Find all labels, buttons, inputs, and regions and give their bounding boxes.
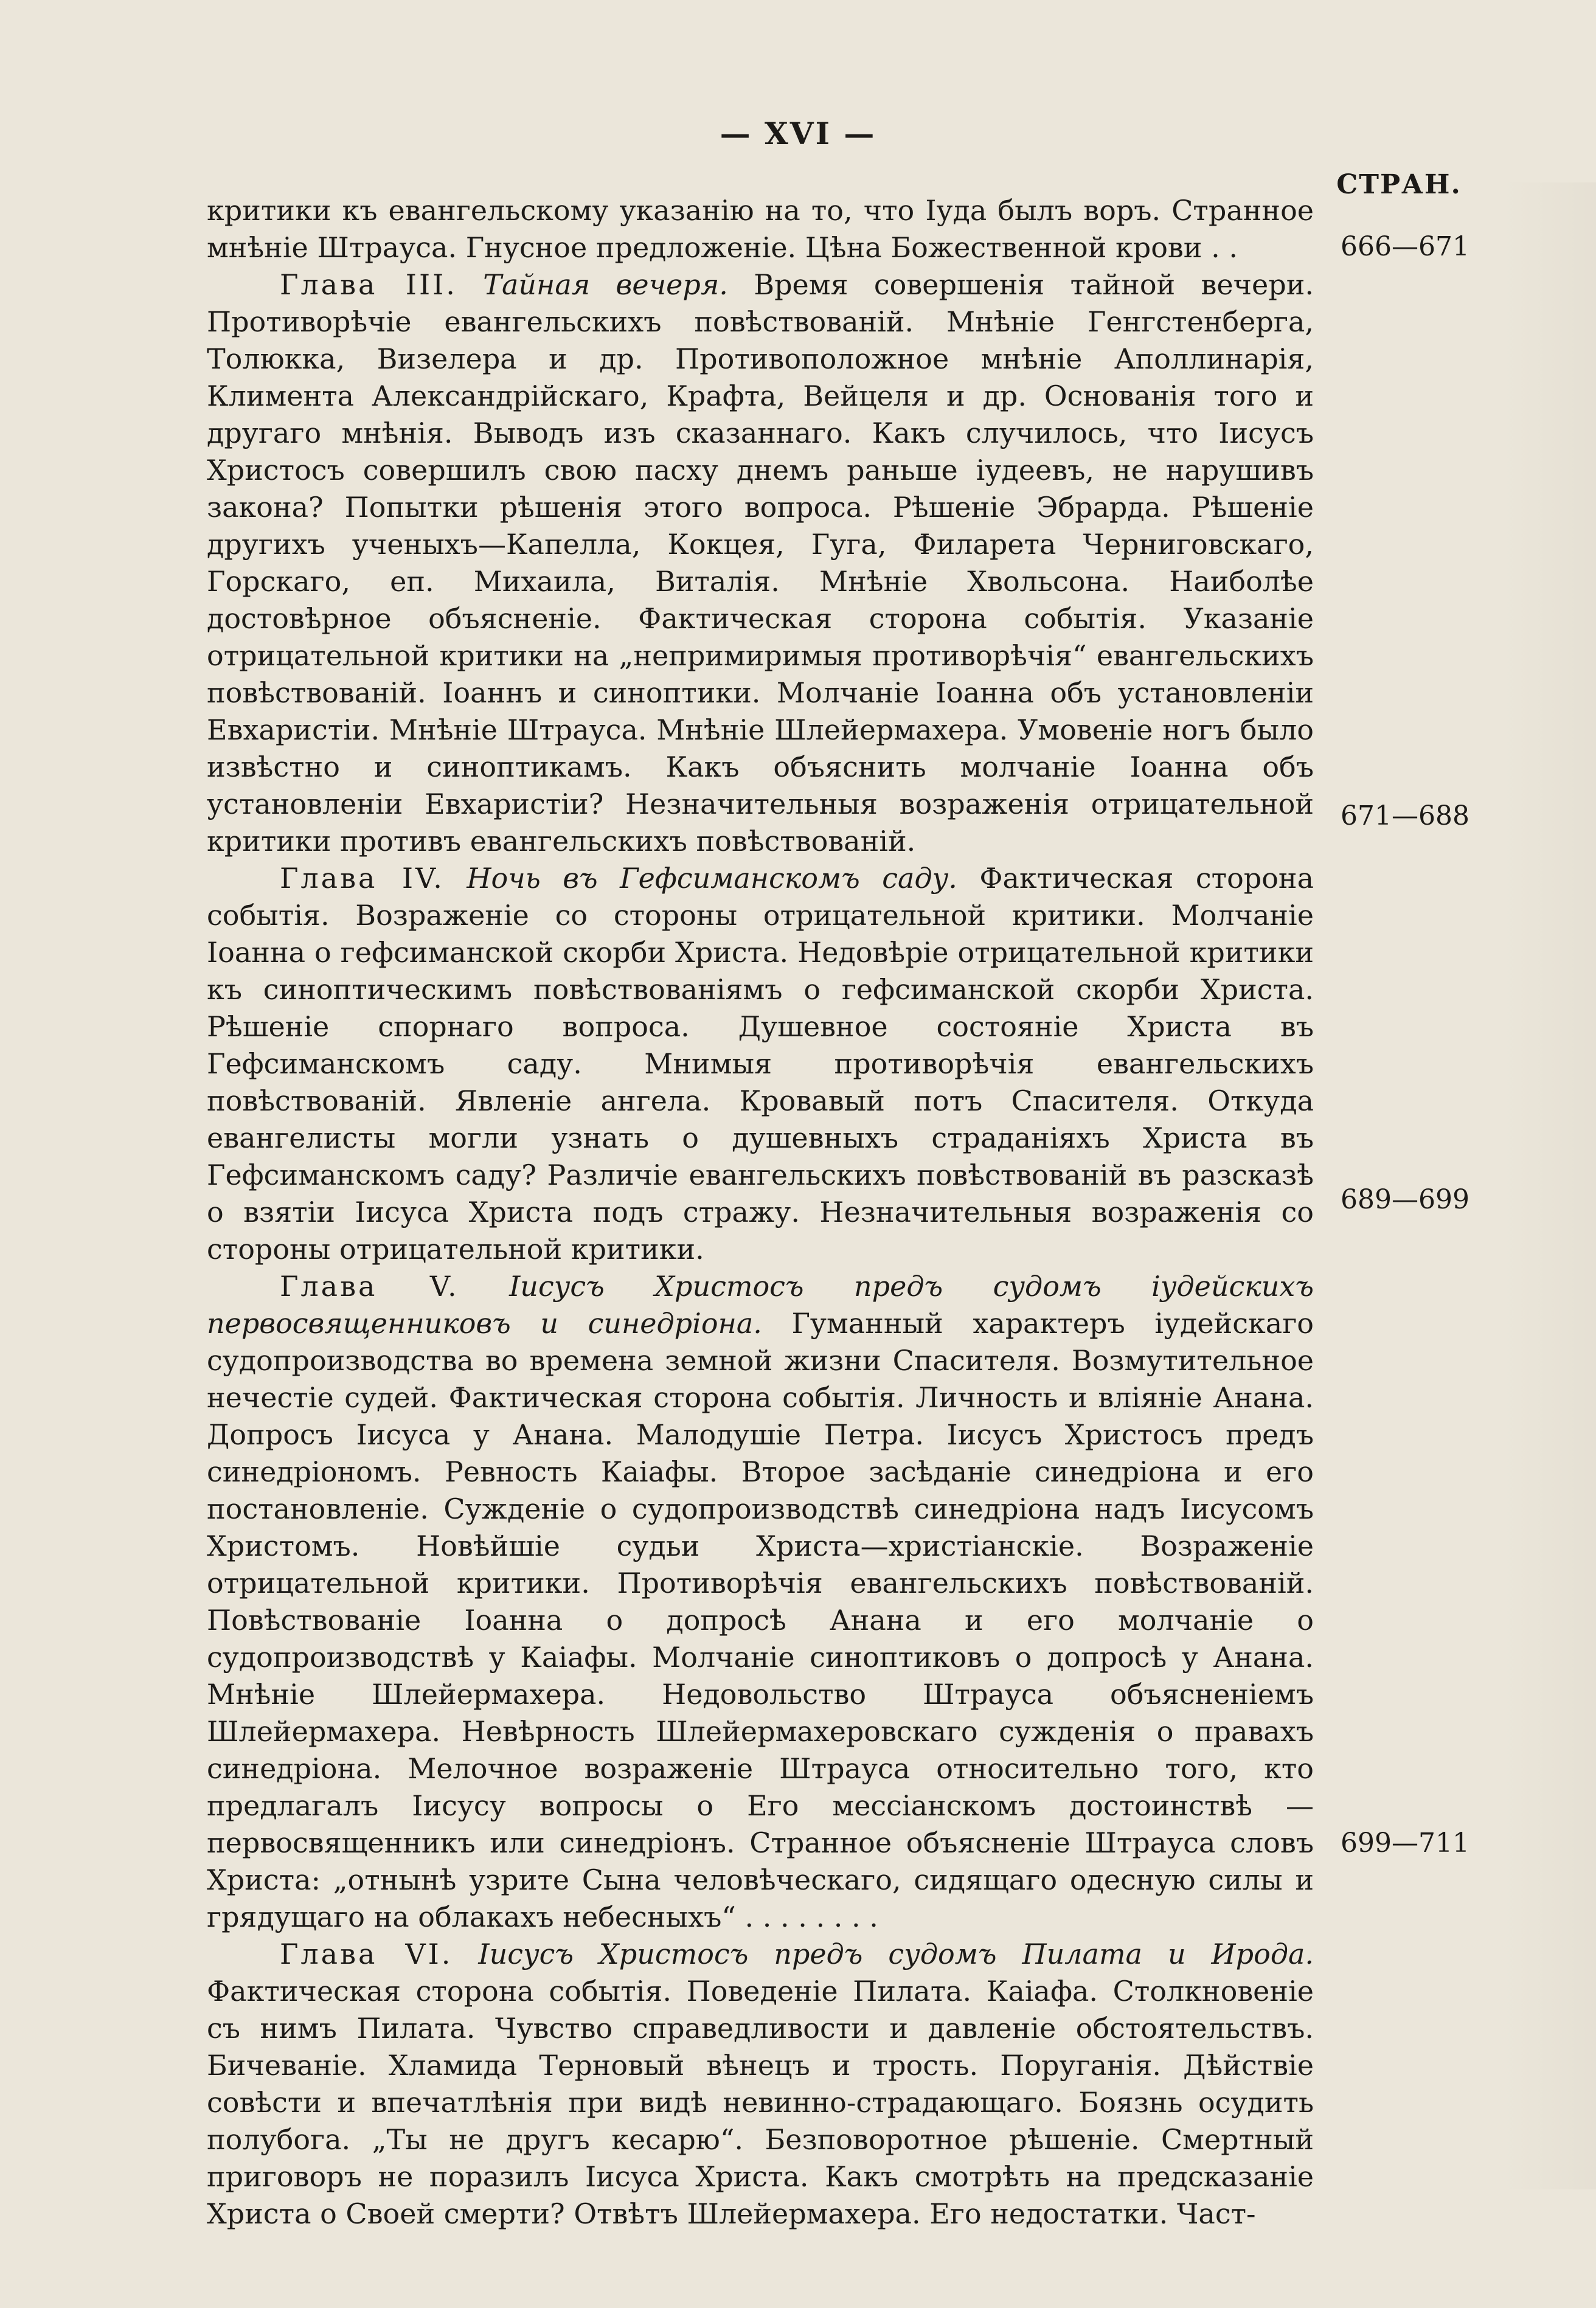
toc-entry-chapter-3 (207, 266, 1314, 860)
chapter-title: Іисусъ Христосъ предъ судомъ Пилата и Ирода. (478, 1938, 1314, 1970)
page-header: — XVI — (720, 116, 876, 151)
chapter-title: Іисусъ Христосъ предъ судомъ іудейскихъ первосвященниковъ и синедріона. (207, 1270, 1314, 1340)
entry-text: Время совершенія тайной вечери. Противорѣчіе евангельскихъ повѣствованій. Мнѣніе Генгстенберга, Толюкка, Визелера и др. Противоположное мнѣніе Аполлинарія, Климента Александрійскаго, Крафта, Вейцеля и др. Основанія того и другаго мнѣнія. Выводъ изъ сказаннаго. Какъ случилось, что Іисусъ Христосъ совершилъ свою пасху днемъ раньше іудеевъ, не нарушивъ закона? Попытки рѣшенія этого вопроса. Рѣшеніе Эбрарда. Рѣшеніе другихъ ученыхъ—Капелла, Кокцея, Гуга, Филарета Черниговскаго, Горскаго, еп. Михаила, Виталія. Мнѣніе Хвольсона. Наиболѣе достовѣрное объясненіе. Фактическая сторона событія. Указаніе отрицательной критики на „непримиримыя противорѣчія“ евангельскихъ повѣствованій. Іоаннъ и синоптики. Молчаніе Іоанна объ установленіи Евхаристіи. Мнѣніе Штрауса. Мнѣніе Шлейермахера. Умовеніе ногъ было извѣстно и синоптикамъ. Какъ объяснить молчаніе Іоанна объ установленіи Евхаристіи? Незначительныя возраженія отрицательной критики противъ евангельскихъ повѣствованій. (207, 268, 1314, 858)
entry-text: Фактическая сторона событія. Возраженіе со стороны отрицательной критики. Молчаніе Іоанна о гефсиманской скорби Христа. Недовѣріе отрицательной критики къ синоптическимъ повѣствованіямъ о гефсиманской скорби Христа. Рѣшеніе спорнаго вопроса. Душевное состояніе Христа въ Гефсиманскомъ саду. Мнимыя противорѣчія евангельскихъ повѣствованій. Явленіе ангела. Кровавый потъ Спасителя. Откуда евангелисты могли узнать о душевныхъ страданіяхъ Христа въ Гефсиманскомъ саду? Различіе евангельскихъ повѣствованій въ разсказѣ о взятіи Іисуса Христа подъ стражу. Незначительныя возраженія со стороны отрицательной критики. (207, 862, 1314, 1266)
chapter-label: Глава V. (280, 1270, 459, 1303)
chapter-label: Глава IV. (280, 862, 445, 895)
entry-text: Фактическая сторона событія. Поведеніе Пилата. Каіафа. Столкновеніе съ нимъ Пилата. Чувство справедливости и давленіе обстоятельствъ. Бичеваніе. Хламида Терновый вѣнецъ и трость. Поруганія. Дѣйствіе совѣсти и впечатлѣнія при видѣ невинно-страдающаго. Боязнь осудить полубога. „Ты не другъ кесарю“. Безповоротное рѣшеніе. Смертный приговоръ не поразилъ Іисуса Христа. Какъ смотрѣть на предсказаніе Христа о Своей смерти? Отвѣтъ Шлейермахера. Его недостатки. Част- (207, 1975, 1314, 2230)
show-through-margin (1502, 182, 1596, 2189)
chapter-label: Глава III. (280, 268, 457, 301)
pages-column-heading: СТРАН. (1336, 169, 1462, 200)
toc-entry-continued (207, 192, 1314, 266)
chapter-title: Тайная вечеря. (483, 268, 728, 301)
chapter-label: Глава VI. (280, 1938, 453, 1970)
chapter-title: Ночь въ Гефсиманскомъ саду. (467, 862, 957, 895)
page-range: 671—688 (1341, 800, 1469, 831)
page-range: 699—711 (1341, 1828, 1469, 1859)
toc-entry-chapter-6 (207, 1936, 1314, 2233)
toc-entry-chapter-5 (207, 1268, 1314, 1936)
entry-text: критики къ евангельскому указанію на то, что Іуда былъ воръ. Странное мнѣніе Штрауса. Гнусное предложеніе. Цѣна Божественной крови . . (207, 194, 1314, 264)
page-range: 666—671 (1341, 231, 1469, 262)
table-of-contents (207, 192, 1314, 2233)
page-range: 689—699 (1341, 1184, 1469, 1215)
toc-entry-chapter-4 (207, 860, 1314, 1268)
entry-text: Гуманный характеръ іудейскаго судопроизводства во времена земной жизни Спасителя. Возмутительное нечестіе судей. Фактическая сторона событія. Личность и вліяніе Анана. Допросъ Іисуса у Анана. Малодушіе Петра. Іисусъ Христосъ предъ синедріономъ. Ревность Каіафы. Второе засѣданіе синедріона и его постановленіе. Сужденіе о судопроизводствѣ синедріона надъ Іисусомъ Христомъ. Новѣйшіе судьи Христа—христіанскіе. Возраженіе отрицательной критики. Противорѣчія евангельскихъ повѣствованій. Повѣствованіе Іоанна о допросѣ Анана и его молчаніе о судопроизводствѣ у Каіафы. Молчаніе синоптиковъ о допросѣ у Анана. Мнѣніе Шлейермахера. Недовольство Штрауса объясненіемъ Шлейермахера. Невѣрность Шлейермахеровскаго сужденія о правахъ синедріона. Мелочное возраженіе Штрауса относительно того, кто предлагалъ Іисусу вопросы о Его мессіанскомъ достоинствѣ — первосвященникъ или синедріонъ. Странное объясненіе Штрауса словъ Христа: „отнынѣ узрите Сына человѣческаго, сидящаго одесную силы и грядущаго на облакахъ небесныхъ“ . . . . . . . . (207, 1307, 1314, 1933)
